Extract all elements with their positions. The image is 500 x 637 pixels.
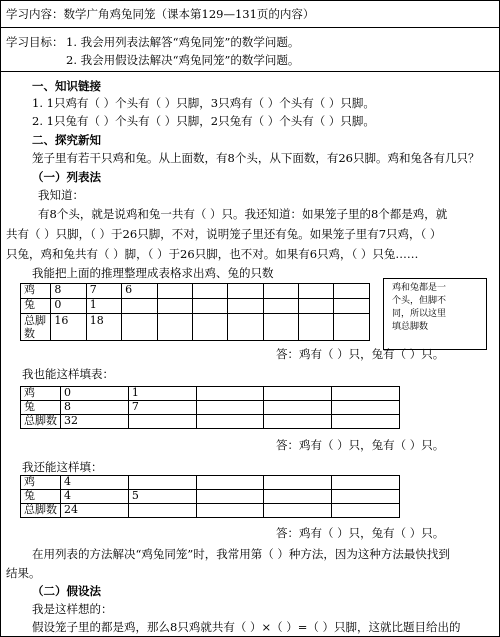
- i-think: 我是这样想的：: [32, 602, 113, 616]
- question-1: 1. 1只鸡有（ ）个头有（ ）只脚，3只鸡有（ ）个头有（ ）只脚。: [32, 96, 375, 110]
- answer-1: 答：鸡有（ ）只，兔有（ ）只。: [276, 347, 445, 361]
- table-cell: [228, 314, 263, 341]
- table-row: [21, 476, 400, 490]
- divider-header: [0, 27, 500, 28]
- table-cell: [196, 504, 264, 518]
- table-cell: [334, 284, 370, 299]
- table-cell: [334, 314, 370, 341]
- table-cell: [128, 504, 196, 518]
- table-cell: 8: [60, 401, 128, 415]
- table-1: [20, 283, 370, 341]
- table-cell: [264, 504, 332, 518]
- table-cell: 0: [51, 299, 86, 314]
- row-header-cell: 兔: [21, 299, 51, 314]
- table-row: [21, 490, 400, 504]
- table-cell: [157, 284, 192, 299]
- hint-box: 鸡和兔都是一 个头，但脚不 同，所以这里 填总脚数: [383, 278, 487, 350]
- table-cell: [192, 299, 227, 314]
- goal-1: 1. 我会用列表法解答“鸡兔同笼”的数学问题。: [66, 35, 300, 49]
- table-cell: 4: [60, 476, 128, 490]
- table-cell: [196, 476, 264, 490]
- method2-title: （二）假设法: [32, 584, 101, 598]
- table-cell: 8: [51, 284, 86, 299]
- table-cell: [332, 387, 400, 401]
- table-cell: [332, 415, 400, 429]
- table-row: [21, 401, 400, 415]
- answer-2: 答：鸡有（ ）只，兔有（ ）只。: [276, 438, 445, 452]
- also-fill-table: 我也能这样填表：: [22, 367, 114, 381]
- table-cell: 32: [60, 415, 128, 429]
- table-cell: [157, 299, 192, 314]
- table-cell: [128, 415, 196, 429]
- row-header-cell: 兔: [21, 490, 61, 504]
- section2-title: 二、探究新知: [32, 133, 101, 147]
- row-header-cell: 鸡: [21, 387, 61, 401]
- table-cell: [332, 476, 400, 490]
- table-cell: 24: [60, 504, 128, 518]
- table-cell: [192, 314, 227, 341]
- reasoning-line-3: 只兔，鸡和兔共有（ ）脚，（ ）于26只脚，也不对。如果有6只鸡，（ ）只兔……: [6, 247, 419, 261]
- table-row: [21, 314, 370, 341]
- also-fill-table-2: 我还能这样填：: [22, 460, 103, 474]
- table-cell: [263, 284, 298, 299]
- table-row: [21, 299, 370, 314]
- table-cell: [299, 284, 334, 299]
- table-cell: [299, 299, 334, 314]
- table-cell: [228, 299, 263, 314]
- table-cell: [263, 314, 298, 341]
- reasoning-line-2: 共有（ ）只脚，（ ）于26只脚，不对，说明笼子里还有兔。如果笼子里有7只鸡，（ ）: [6, 227, 442, 241]
- table-cell: [196, 490, 264, 504]
- table-cell: 1: [86, 299, 121, 314]
- table-cell: [122, 299, 157, 314]
- table-cell: [157, 314, 192, 341]
- table-cell: [196, 401, 264, 415]
- table-cell: [264, 415, 332, 429]
- row-header-cell: 鸡: [21, 476, 61, 490]
- table-cell: [334, 299, 370, 314]
- table-row: [21, 415, 400, 429]
- i-know: 我知道：: [38, 188, 84, 202]
- table-cell: [196, 415, 264, 429]
- row-header-cell: 鸡: [21, 284, 51, 299]
- table-row: [21, 387, 400, 401]
- table-cell: [332, 504, 400, 518]
- table-instruction: 我能把上面的推理整理成表格求出鸡、兔的只数: [32, 266, 274, 280]
- table-cell: [263, 299, 298, 314]
- table-cell: 5: [128, 490, 196, 504]
- table-row: [21, 504, 400, 518]
- conclusion-line-1: 在用列表的方法解决“鸡兔同笼”时，我常用第（ ）种方法，因为这种方法最快找到: [32, 547, 450, 561]
- table-cell: [264, 490, 332, 504]
- table-cell: [332, 401, 400, 415]
- answer-3: 答：鸡有（ ）只，兔有（ ）只。: [276, 526, 445, 540]
- table-cell: 18: [86, 314, 121, 341]
- table-cell: [264, 476, 332, 490]
- table-cell: 7: [128, 401, 196, 415]
- question-2: 2. 1只兔有（ ）个头有（ ）只脚，2只兔有（ ）个头有（ ）只脚。: [32, 114, 375, 128]
- divider-goals: [0, 71, 500, 72]
- table-cell: [299, 314, 334, 341]
- table-3: [20, 475, 400, 518]
- section1-title: 一、知识链接: [32, 79, 101, 93]
- table-cell: [228, 284, 263, 299]
- reasoning-line-1: 有8个头，就是说鸡和兔一共有（ ）只。我还知道：如果笼子里的8个都是鸡，就: [38, 207, 448, 221]
- table-cell: [122, 314, 157, 341]
- learning-content: 学习内容：数学广角鸡兔同笼（课本第129—131页的内容）: [6, 7, 315, 21]
- row-header-cell: 总脚数: [21, 314, 51, 341]
- table-cell: 7: [86, 284, 121, 299]
- row-header-cell: 总脚数: [21, 415, 61, 429]
- table-cell: [264, 401, 332, 415]
- conclusion-line-2: 结果。: [6, 566, 41, 580]
- goal-2: 2. 我会用假设法解决“鸡兔同笼”的数学问题。: [66, 53, 300, 67]
- row-header-cell: 兔: [21, 401, 61, 415]
- table-cell: [264, 387, 332, 401]
- goal-label: 学习目标：: [6, 35, 64, 49]
- table-cell: 1: [128, 387, 196, 401]
- problem-text: 笼子里有若干只鸡和兔。从上面数，有8个头，从下面数，有26只脚。鸡和兔各有几只？: [32, 151, 480, 165]
- method1-title: （一）列表法: [32, 170, 101, 184]
- table-cell: 4: [60, 490, 128, 504]
- table-row: [21, 284, 370, 299]
- table-cell: 0: [60, 387, 128, 401]
- table-cell: 6: [122, 284, 157, 299]
- table-cell: [332, 490, 400, 504]
- table-2: [20, 386, 400, 429]
- table-cell: [196, 387, 264, 401]
- table-cell: [128, 476, 196, 490]
- assumption-line: 假设笼子里的都是鸡，那么8只鸡就共有（ ）×（ ）=（ ）只脚，这就比题目给出的: [32, 620, 461, 634]
- row-header-cell: 总脚数: [21, 504, 61, 518]
- table-cell: [192, 284, 227, 299]
- table-cell: 16: [51, 314, 86, 341]
